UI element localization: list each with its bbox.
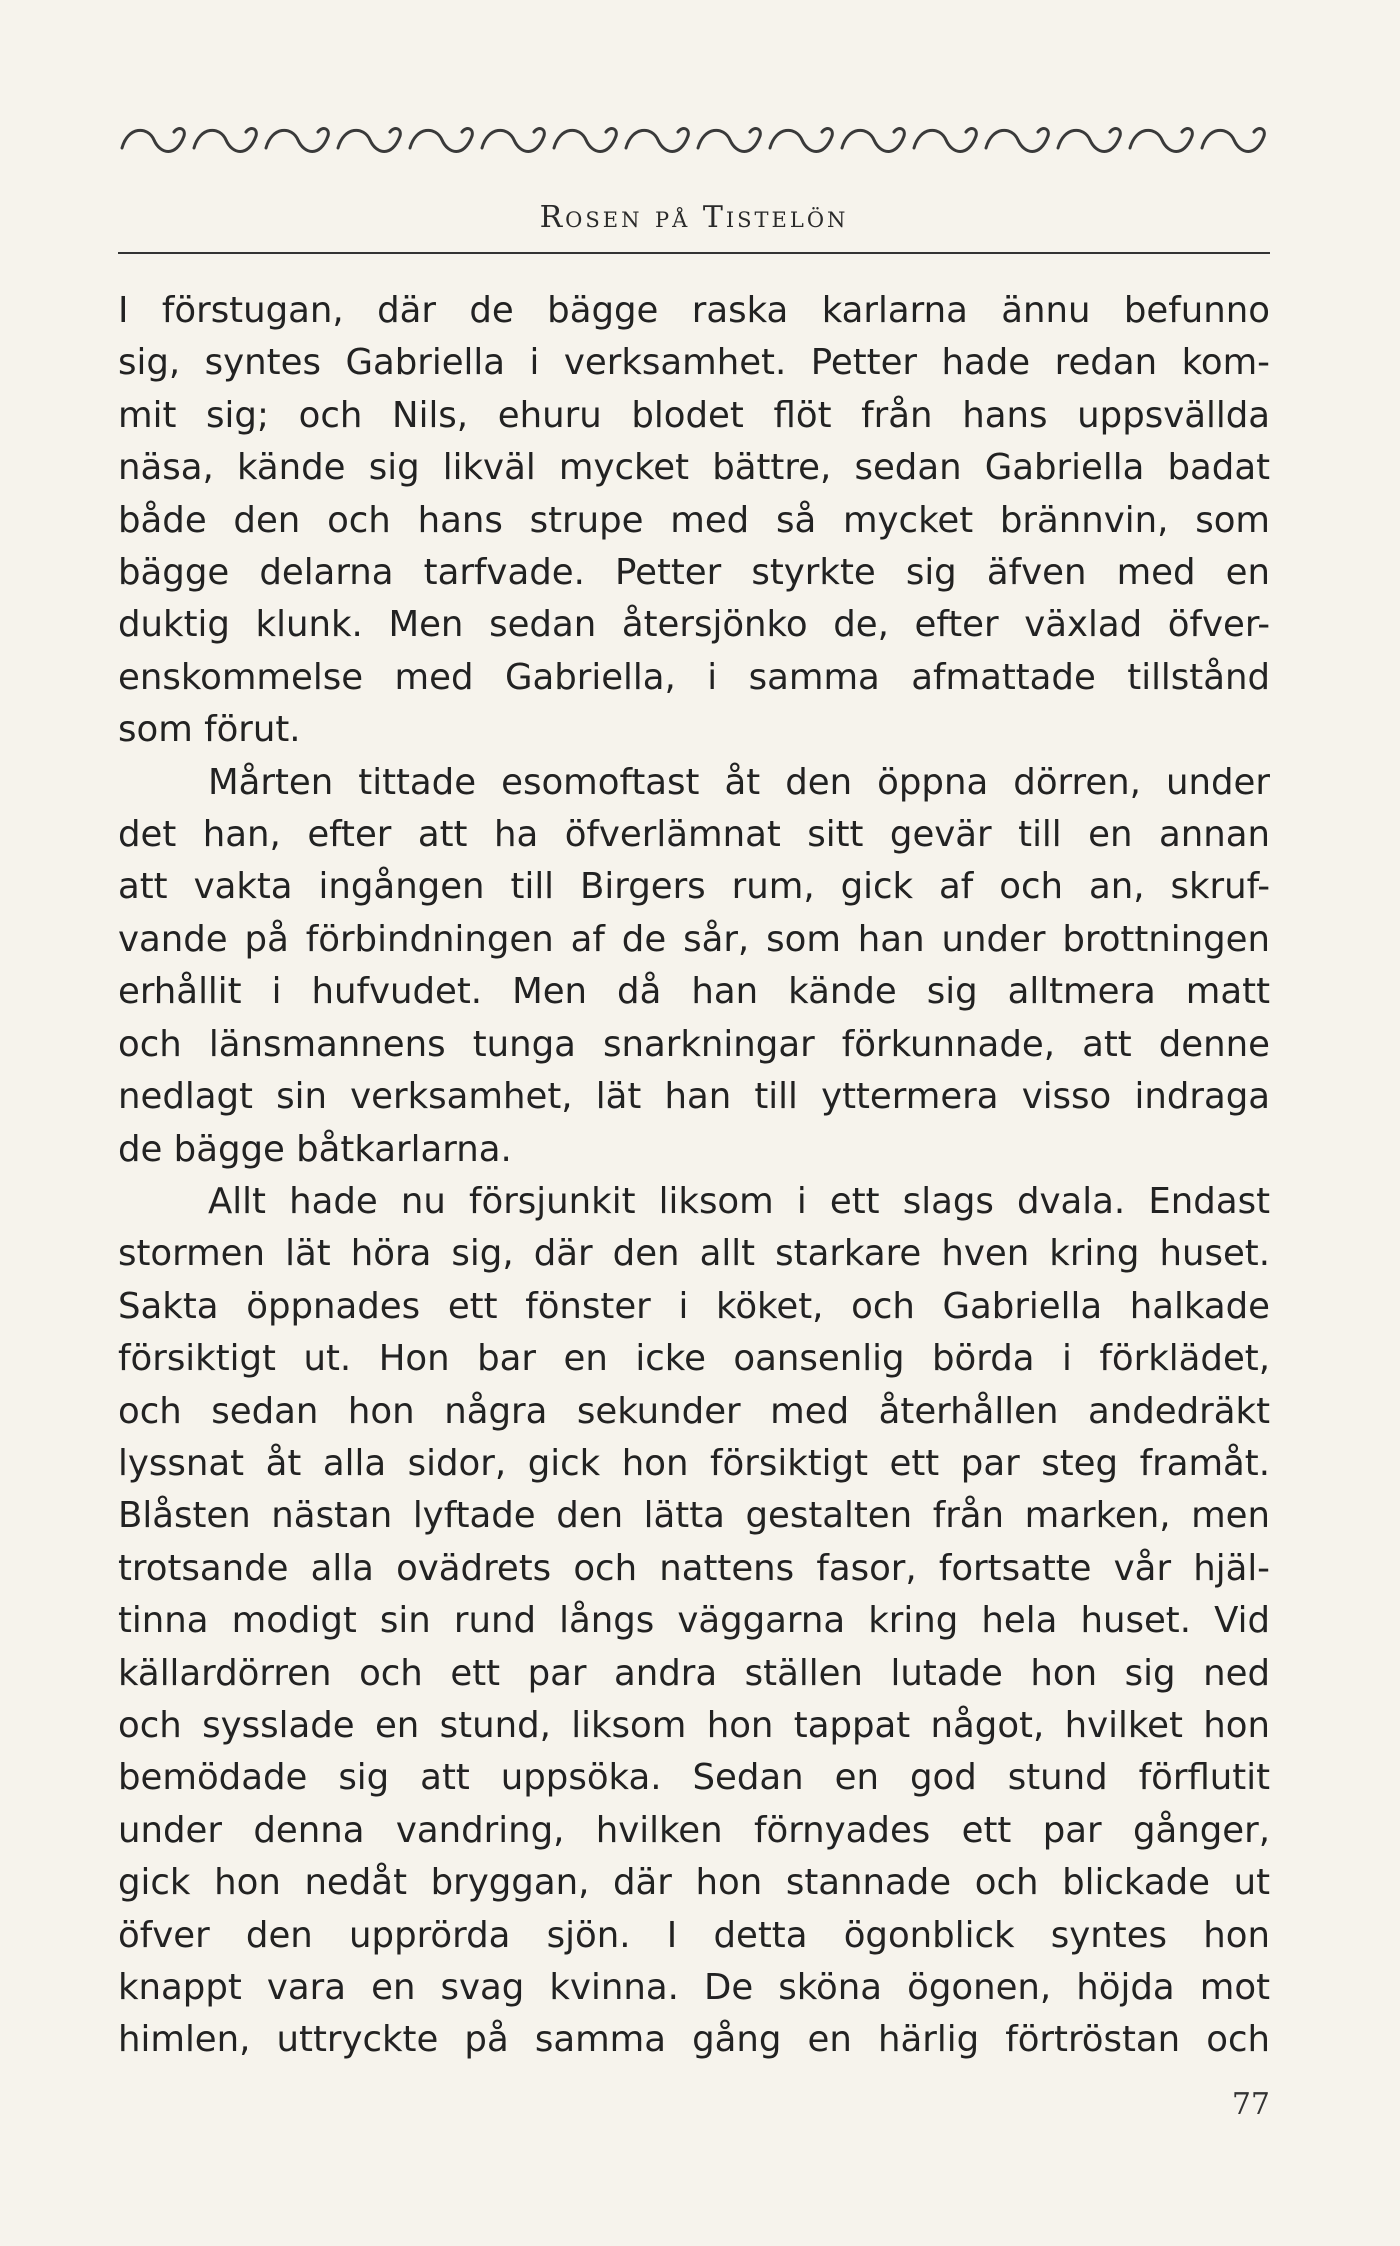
body-text — [118, 285, 1270, 2067]
ornament-scroll — [1202, 129, 1264, 152]
ornament-scroll — [122, 129, 184, 152]
text-line: duktig klunk. Men sedan återsjönko de, efter växlad öfver- — [118, 604, 1270, 646]
text-line: bägge delarna tarfvade. Petter styrkte sig äfven med en — [118, 552, 1270, 594]
text-line: att vakta ingången till Birgers rum, gick af och an, skruf- — [118, 866, 1270, 908]
ornament-scroll — [770, 129, 832, 152]
text-line: lyssnat åt alla sidor, gick hon försiktigt ett par steg framåt. — [118, 1442, 1270, 1484]
text-line: Allt hade nu försjunkit liksom i ett slags dvala. Endast — [208, 1180, 1270, 1222]
text-line: himlen, uttryckte på samma gång en härlig förtröstan och — [118, 2019, 1270, 2061]
text-line: I förstugan, där de bägge raska karlarna ännu befunno — [118, 290, 1270, 331]
text-line: försiktigt ut. Hon bar en icke oansenlig börda i förklädet, — [118, 1338, 1270, 1380]
text-line: tinna modigt sin rund långs väggarna kring hela huset. Vid — [118, 1600, 1270, 1642]
text-line: bemödade sig att uppsöka. Sedan en god stund förflutit — [118, 1757, 1270, 1799]
paragraph — [118, 757, 1270, 1176]
text-line: enskommelse med Gabriella, i samma afmattade tillstånd — [118, 656, 1270, 698]
text-line: och sedan hon några sekunder med återhållen andedräkt — [118, 1390, 1270, 1432]
text-line: Blåsten nästan lyftade den lätta gestalten från marken, men — [118, 1495, 1270, 1537]
paragraph — [118, 285, 1270, 757]
text-line: gick hon nedåt bryggan, där hon stannade och blickade ut — [118, 1862, 1270, 1904]
text-line: under denna vandring, hvilken förnyades ett par gånger, — [118, 1809, 1270, 1851]
ornament-scroll — [986, 129, 1048, 152]
text-line: det han, efter att ha öfverlämnat sitt gevär till en annan — [118, 814, 1270, 856]
paragraph — [118, 1176, 1270, 2067]
text-line: mit sig; och Nils, ehuru blodet flöt från hans uppsvällda — [118, 394, 1270, 436]
text-line: Mårten tittade esomoftast åt den öppna dörren, under — [208, 761, 1270, 803]
text-line: erhållit i hufvudet. Men då han kände sig alltmera matt — [118, 971, 1270, 1013]
text-line: Sakta öppnades ett fönster i köket, och Gabriella halkade — [118, 1285, 1270, 1327]
ornament-scroll — [626, 129, 688, 152]
ornament-scroll — [194, 129, 256, 152]
ornament-scroll — [338, 129, 400, 152]
scroll-wave-ornament-icon — [118, 118, 1270, 164]
ornament-scroll — [410, 129, 472, 152]
text-line: trotsande alla ovädrets och nattens fasor, fortsatte vår hjäl- — [118, 1547, 1270, 1589]
text-line: de bägge båtkarlarna. — [118, 1128, 512, 1170]
ornament-scroll — [1058, 129, 1120, 152]
ornament-scroll — [1130, 129, 1192, 152]
text-line: stormen lät höra sig, där den allt starkare hven kring huset. — [118, 1233, 1270, 1275]
ornament-scroll — [842, 129, 904, 152]
text-line: nedlagt sin verksamhet, lät han till yttermera visso indraga — [118, 1076, 1270, 1118]
text-line: och sysslade en stund, liksom hon tappat något, hvilket hon — [118, 1704, 1270, 1746]
header-rule — [118, 252, 1270, 254]
text-line: och länsmannens tunga snarkningar förkunnade, att denne — [118, 1023, 1270, 1065]
running-head: Rosen på Tistelön — [539, 200, 849, 235]
text-line: öfver den upprörda sjön. I detta ögonblick syntes hon — [118, 1914, 1270, 1956]
ornament-scroll — [698, 129, 760, 152]
ornament-scroll — [914, 129, 976, 152]
page-number: 77 — [1231, 2087, 1270, 2122]
ornament-scroll — [266, 129, 328, 152]
ornament-scroll — [482, 129, 544, 152]
text-line: både den och hans strupe med så mycket brännvin, som — [118, 499, 1270, 541]
text-line: sig, syntes Gabriella i verksamhet. Petter hade redan kom- — [118, 342, 1270, 384]
text-line: som förut. — [118, 709, 301, 751]
text-line: vande på förbindningen af de sår, som han under brottningen — [118, 918, 1270, 960]
text-line: knappt vara en svag kvinna. De sköna ögonen, höjda mot — [118, 1967, 1270, 2008]
ornament-scroll — [554, 129, 616, 152]
text-line: källardörren och ett par andra ställen lutade hon sig ned — [118, 1652, 1270, 1694]
text-line: näsa, kände sig likväl mycket bättre, sedan Gabriella badat — [118, 447, 1270, 489]
